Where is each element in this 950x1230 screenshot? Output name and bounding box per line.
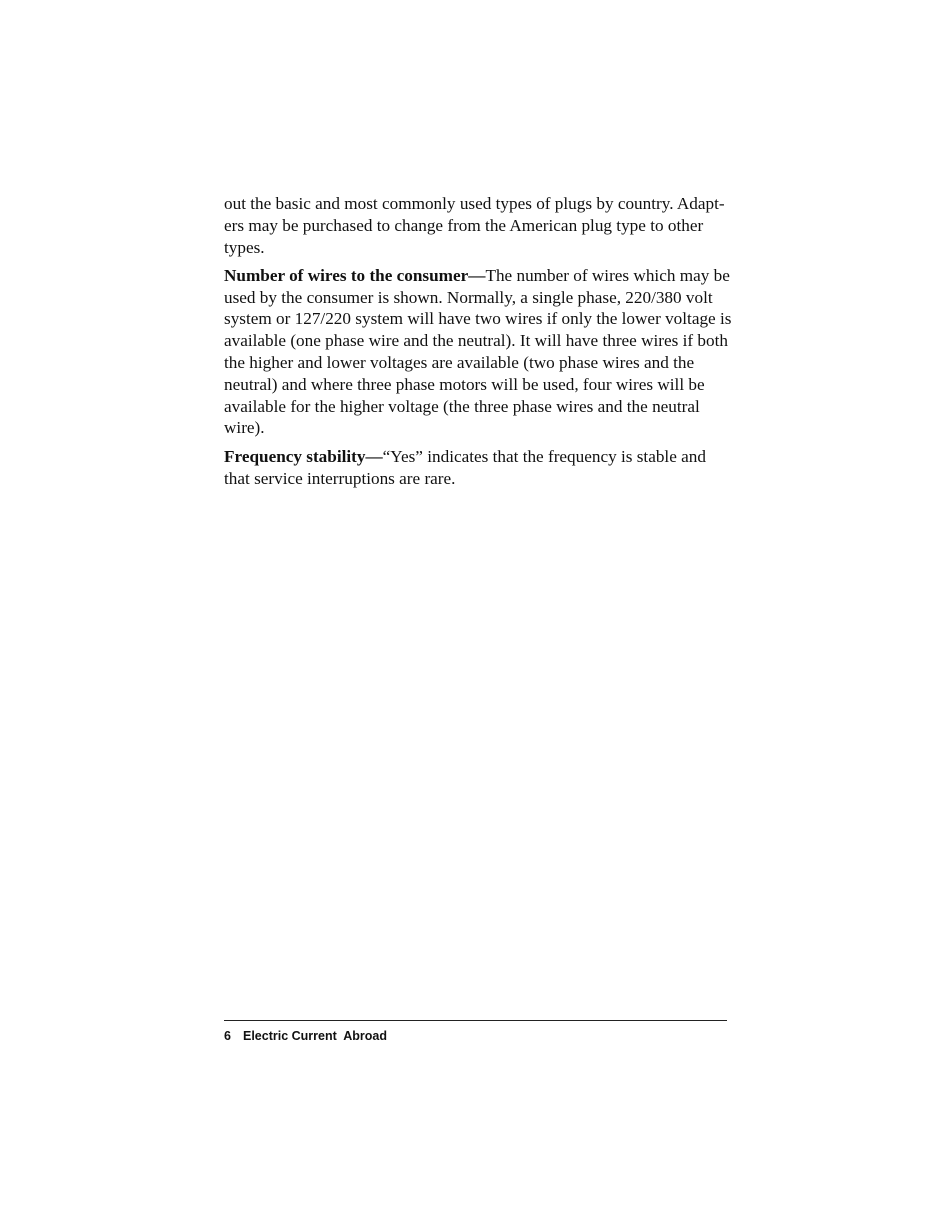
text-line: ers may be purchased to change from the American plug type to other <box>224 215 704 235</box>
text-line: neutral) and where three phase motors will be used, four wires will be <box>224 374 705 394</box>
text-line <box>224 265 730 287</box>
text-line: out the basic and most commonly used types of plugs by country. Adapt- <box>224 194 725 213</box>
running-title: Electric Current Abroad <box>243 1029 388 1043</box>
paragraph-number-of-wires <box>224 265 730 439</box>
footer-rule <box>224 1020 727 1021</box>
paragraph-plug-types <box>224 193 730 258</box>
run-in-heading: Number of wires to the consumer— <box>224 265 486 285</box>
text-line: that service interruptions are rare. <box>224 468 456 488</box>
body-text <box>224 193 730 496</box>
text-line: wire). <box>224 418 265 438</box>
text-line: the higher and lower voltages are available (two phase wires and the <box>224 353 695 373</box>
page-number: 6 <box>224 1029 231 1043</box>
text-line: system or 127/220 system will have two wires if only the lower voltage is <box>224 309 732 329</box>
text-line: available for the higher voltage (the three phase wires and the neutral <box>224 396 700 416</box>
text-line: used by the consumer is shown. Normally, a single phase, 220/380 volt <box>224 287 713 307</box>
text-line: types. <box>224 237 265 257</box>
text-line <box>224 446 730 468</box>
paragraph-frequency-stability <box>224 446 730 490</box>
page-footer <box>224 1029 387 1043</box>
text-run: The number of wires which may be <box>485 265 730 285</box>
text-run: “Yes” indicates that the frequency is stable and <box>382 446 706 466</box>
text-line: available (one phase wire and the neutral). It will have three wires if both <box>224 331 728 351</box>
run-in-heading: Frequency stability— <box>224 446 383 466</box>
